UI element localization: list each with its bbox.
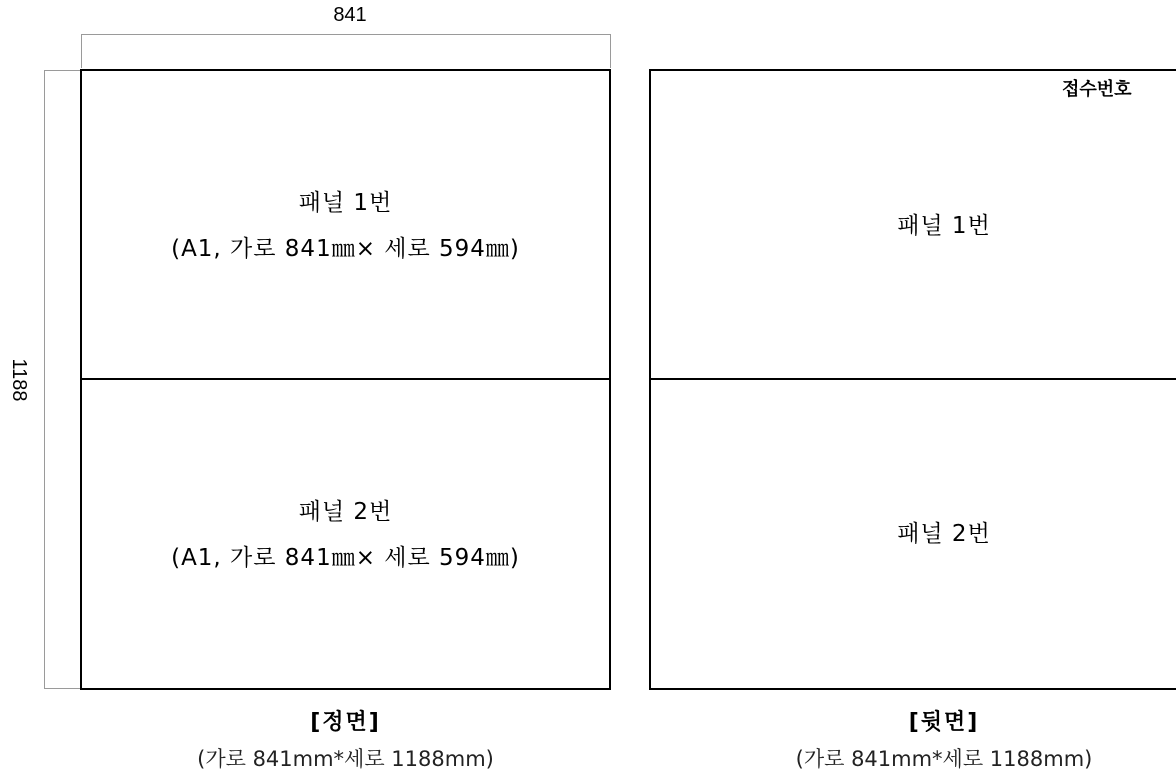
height-dimension-guide <box>44 70 80 689</box>
front-caption-size: (가로 841mm*세로 1188mm) <box>197 747 494 771</box>
back-caption-title: [뒷면] <box>908 710 980 735</box>
back-panel-2-label: 패널 2번 <box>897 521 991 547</box>
back-caption-size: (가로 841mm*세로 1188mm) <box>795 747 1093 771</box>
front-panel-2-label <box>80 489 611 581</box>
front-panel-1-title: 패널 1번 <box>298 190 393 216</box>
receipt-number-label: 접수번호 <box>1062 79 1132 100</box>
front-panel-divider <box>80 378 611 380</box>
front-panel-2-spec: (A1, 가로 841㎜× 세로 594㎜) <box>171 545 520 571</box>
width-dimension-guide <box>81 34 611 68</box>
front-caption-title: [정면] <box>310 710 381 735</box>
front-panel-2-title: 패널 2번 <box>298 499 393 525</box>
front-panel-1-label <box>80 180 611 272</box>
front-panel-1-spec: (A1, 가로 841㎜× 세로 594㎜) <box>171 236 520 262</box>
height-dimension-label: 1188 <box>8 358 30 402</box>
width-dimension-label: 841 <box>333 4 367 26</box>
back-panel-1-label: 패널 1번 <box>897 213 991 239</box>
back-panel-divider <box>649 378 1176 380</box>
